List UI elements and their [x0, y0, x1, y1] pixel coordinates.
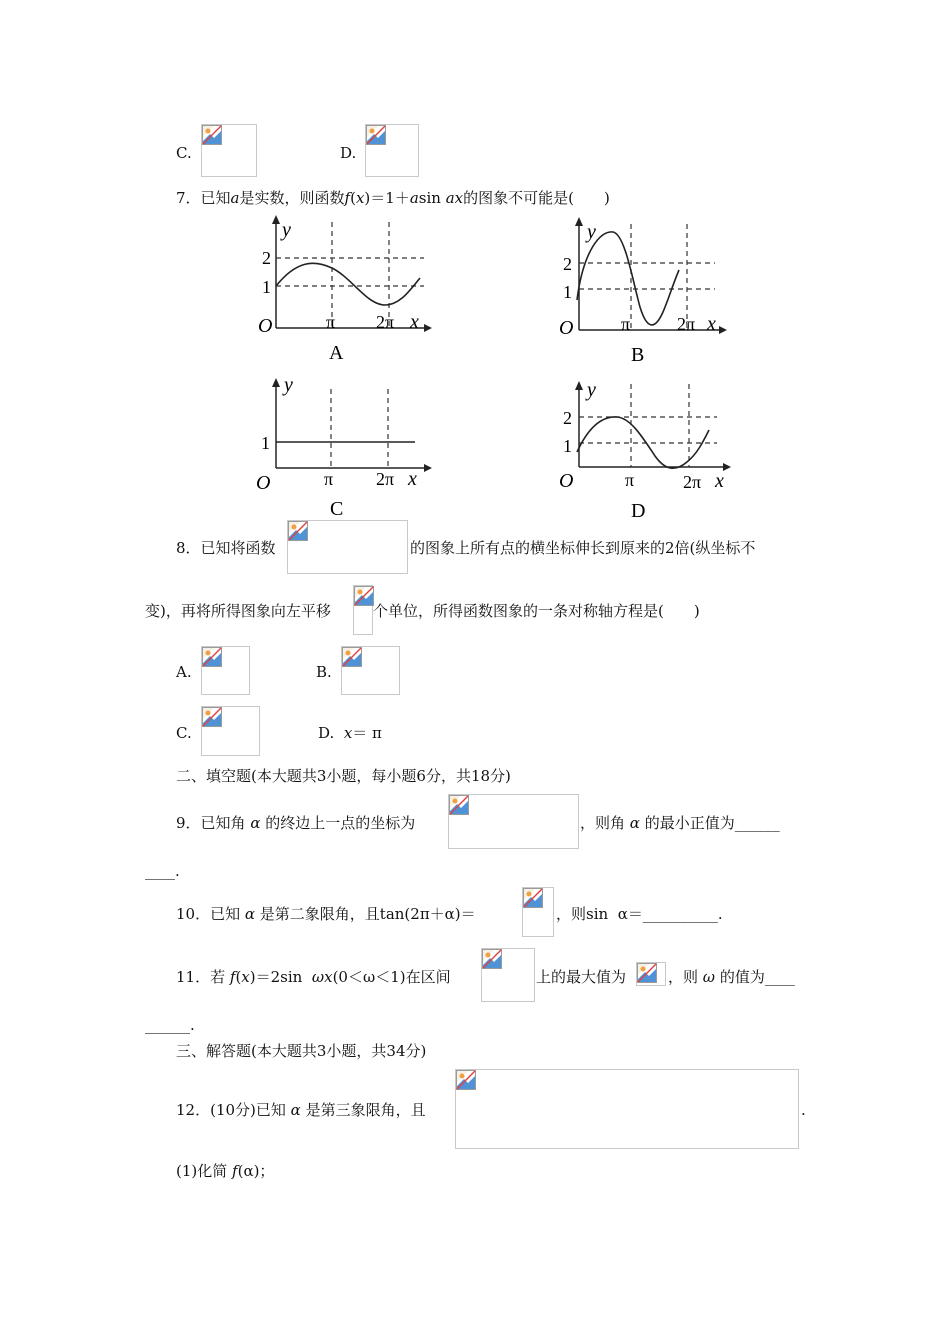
tick-1: 1 — [563, 282, 572, 302]
q8-function-image — [287, 520, 408, 574]
question-9: 9．已知角 α 的终边上一点的坐标为 — [176, 814, 416, 832]
q11-max-image — [636, 962, 666, 986]
broken-image-icon — [637, 963, 657, 983]
tick-2: 2 — [563, 254, 572, 274]
graph-c — [252, 365, 432, 520]
broken-image-icon — [288, 521, 308, 541]
broken-image-icon — [456, 1070, 476, 1090]
question-11-mid: 上的最大值为 — [536, 968, 627, 986]
question-10: 10．已知 α 是第二象限角，且tan(2π＋α)＝ — [176, 905, 476, 923]
x-label: x — [715, 470, 724, 492]
broken-image-icon — [354, 586, 374, 606]
broken-image-icon — [366, 125, 386, 145]
q8-option-b-label: B. — [316, 663, 332, 681]
question-12-period: . — [801, 1101, 806, 1119]
graph-label-b: B — [631, 344, 645, 366]
x-axis-arrow — [424, 464, 432, 472]
origin-label: O — [559, 470, 574, 492]
broken-image-icon — [342, 647, 362, 667]
tick-2pi: 2π — [683, 472, 702, 492]
origin-label: O — [256, 472, 271, 494]
tick-2pi: 2π — [376, 469, 395, 489]
q8-option-c-image — [201, 706, 260, 756]
tick-2: 2 — [563, 408, 572, 428]
question-9-end: ，则角 α 的最小正值为______ — [580, 814, 780, 832]
tick-2pi: 2π — [677, 314, 696, 334]
option-c-label: C. — [176, 144, 192, 162]
tick-2: 2 — [262, 248, 271, 268]
broken-image-icon — [202, 125, 222, 145]
y-axis-arrow — [272, 215, 280, 224]
question-12: 12．(10分)已知 α 是第三象限角，且 — [176, 1101, 426, 1119]
y-label: y — [587, 379, 596, 401]
origin-label: O — [258, 315, 273, 337]
y-axis-arrow — [272, 378, 280, 387]
broken-image-icon — [482, 949, 502, 969]
section-2-heading: 二、填空题(本大题共3小题，每小题6分，共18分) — [176, 767, 511, 785]
option-c-image — [201, 124, 257, 177]
tick-pi: π — [324, 469, 334, 489]
origin-label: O — [559, 317, 574, 339]
y-label: y — [284, 374, 293, 396]
question-11-blank-cont: ______. — [145, 1016, 195, 1034]
q8-option-c-label: C. — [176, 724, 192, 742]
x-label: x — [707, 313, 716, 335]
curve — [276, 263, 420, 305]
tick-pi: π — [326, 312, 336, 332]
tick-1: 1 — [262, 277, 271, 297]
tick-2pi: 2π — [376, 312, 395, 332]
graph-b — [555, 212, 735, 367]
q8-option-a-label: A. — [176, 663, 192, 681]
broken-image-icon — [202, 647, 222, 667]
x-label: x — [408, 468, 417, 490]
question-8-part2: 的图象上所有点的横坐标伸长到原来的2倍(纵坐标不 — [410, 539, 756, 557]
x-axis-arrow — [723, 463, 731, 471]
tick-pi: π — [621, 314, 631, 334]
question-9-blank-cont: ____. — [145, 862, 180, 880]
tick-pi: π — [625, 470, 635, 490]
q8-option-b-image — [341, 646, 400, 695]
q12-function-image — [455, 1069, 799, 1149]
question-8-part4: 个单位，所得函数图象的一条对称轴方程是( ) — [373, 602, 700, 620]
question-10-end: ，则sin α＝__________. — [556, 905, 723, 923]
y-label: y — [587, 221, 596, 243]
tick-1: 1 — [261, 433, 270, 453]
x-axis-arrow — [424, 324, 432, 332]
q9-coordinate-image — [448, 794, 579, 849]
graph-a — [252, 210, 432, 365]
q11-interval-image — [481, 948, 535, 1002]
x-label: x — [410, 311, 419, 333]
q8-option-a-image — [201, 646, 250, 695]
q10-value-image — [522, 887, 554, 937]
broken-image-icon — [449, 795, 469, 815]
section-3-heading: 三、解答题(本大题共3小题，共34分) — [176, 1042, 427, 1060]
question-12-sub1: (1)化简 f(α)； — [176, 1162, 275, 1180]
question-8-part3: 变)，再将所得图象向左平移 — [145, 602, 331, 620]
curve — [577, 232, 679, 325]
graph-d — [555, 370, 735, 525]
broken-image-icon — [523, 888, 543, 908]
question-7: 7．已知a是实数，则函数f(x)＝1＋asin ax的图象不可能是( ) — [176, 189, 610, 207]
broken-image-icon — [202, 707, 222, 727]
question-8-part1: 8．已知将函数 — [176, 539, 276, 557]
tick-1: 1 — [563, 436, 572, 456]
question-11: 11．若 f(x)＝2sin ωx(0＜ω＜1)在区间 — [176, 968, 451, 986]
graph-label-a: A — [329, 342, 344, 364]
q8-option-d: D. x＝ π — [318, 724, 382, 742]
q8-shift-image — [353, 585, 373, 635]
graph-label-d: D — [631, 500, 646, 522]
option-d-label: D. — [340, 144, 357, 162]
option-d-image — [365, 124, 419, 177]
x-axis-arrow — [719, 326, 727, 334]
y-axis-arrow — [575, 217, 583, 226]
y-axis-arrow — [575, 381, 583, 390]
graph-label-c: C — [330, 498, 344, 520]
y-label: y — [282, 219, 291, 241]
question-11-end: ，则 ω 的值为____ — [668, 968, 795, 986]
